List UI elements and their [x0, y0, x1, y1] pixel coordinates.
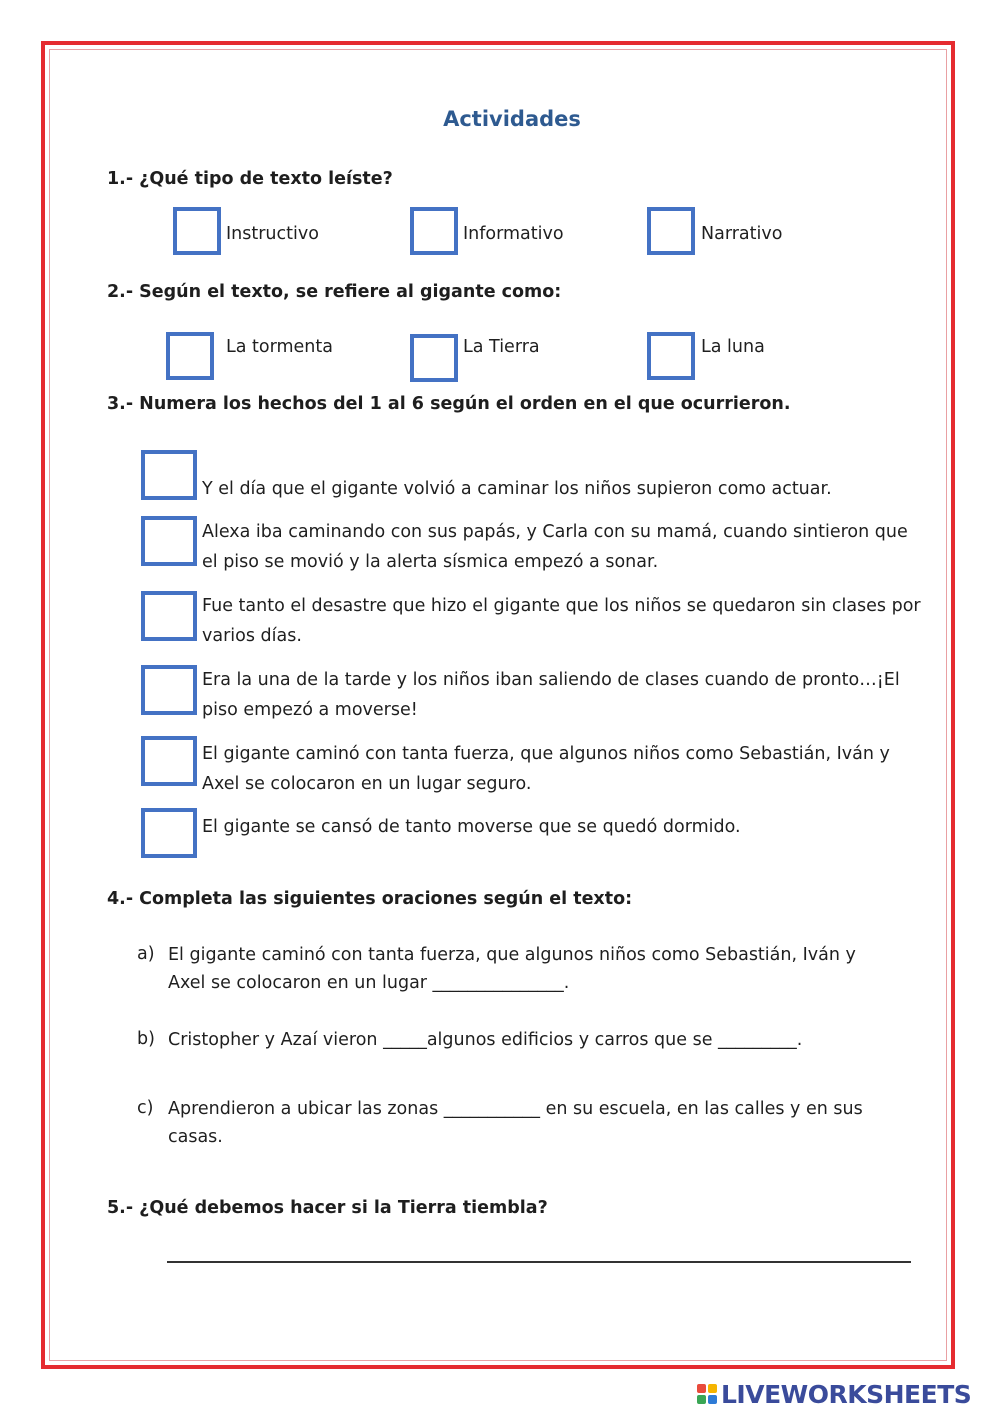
q4-letter-a: a) [137, 944, 155, 964]
q3-number-box-6[interactable] [141, 808, 197, 858]
q1-option-narrativo: Narrativo [701, 224, 783, 244]
question-1: 1.- ¿Qué tipo de texto leíste? [107, 169, 393, 189]
q2-option-tierra: La Tierra [463, 337, 540, 357]
q2-option-luna: La luna [701, 337, 765, 357]
q4-sentence-c[interactable]: Aprendieron a ubicar las zonas ___________ en su escuela, en las calles y en sus casas. [168, 1099, 863, 1147]
q2-checkbox-tierra[interactable] [410, 334, 458, 382]
q1-checkbox-informativo[interactable] [410, 207, 458, 255]
q3-number-box-2[interactable] [141, 516, 197, 566]
q3-event-3: Fue tanto el desastre que hizo el gigante que los niños se quedaron sin clases por varios días. [202, 596, 921, 646]
page-title: Actividades [443, 107, 581, 131]
q3-event-1: Y el día que el gigante volvió a caminar los niños supieron como actuar. [202, 479, 832, 499]
q1-checkbox-instructivo[interactable] [173, 207, 221, 255]
q3-number-box-5[interactable] [141, 736, 197, 786]
q4-letter-b: b) [137, 1029, 155, 1049]
q3-event-4: Era la una de la tarde y los niños iban saliendo de clases cuando de pronto…¡El piso empezó a moverse! [202, 670, 900, 720]
q3-number-box-3[interactable] [141, 591, 197, 641]
q2-checkbox-tormenta[interactable] [166, 332, 214, 380]
q1-checkbox-narrativo[interactable] [647, 207, 695, 255]
q4-sentence-b[interactable]: Cristopher y Azaí vieron _____algunos edificios y carros que se _________. [168, 1030, 803, 1050]
q2-checkbox-luna[interactable] [647, 332, 695, 380]
question-3: 3.- Numera los hechos del 1 al 6 según el orden en el que ocurrieron. [107, 394, 791, 414]
q1-option-instructivo: Instructivo [226, 224, 319, 244]
question-5: 5.- ¿Qué debemos hacer si la Tierra tiembla? [107, 1198, 548, 1218]
liveworksheets-logo-text: LIVEWORKSHEETS [721, 1379, 972, 1409]
liveworksheets-logo [697, 1378, 971, 1410]
q4-letter-c: c) [137, 1098, 154, 1118]
q3-number-box-1[interactable] [141, 450, 197, 500]
question-4: 4.- Completa las siguientes oraciones según el texto: [107, 889, 633, 909]
q4-sentence-a[interactable]: El gigante caminó con tanta fuerza, que algunos niños como Sebastián, Iván y Axel se colocaron en un lugar _______________. [168, 945, 856, 993]
liveworksheets-logo-icon [697, 1384, 717, 1404]
question-2: 2.- Según el texto, se refiere al gigante como: [107, 282, 562, 302]
q1-option-informativo: Informativo [463, 224, 564, 244]
q3-number-box-4[interactable] [141, 665, 197, 715]
q3-event-2: Alexa iba caminando con sus papás, y Carla con su mamá, cuando sintieron que el piso se movió y la alerta sísmica empezó a sonar. [202, 522, 908, 572]
q3-event-6: El gigante se cansó de tanto moverse que se quedó dormido. [202, 817, 741, 837]
q5-answer-line[interactable] [167, 1261, 911, 1263]
q2-option-tormenta: La tormenta [226, 337, 333, 357]
q3-event-5: El gigante caminó con tanta fuerza, que algunos niños como Sebastián, Iván y Axel se colocaron en un lugar seguro. [202, 744, 890, 794]
